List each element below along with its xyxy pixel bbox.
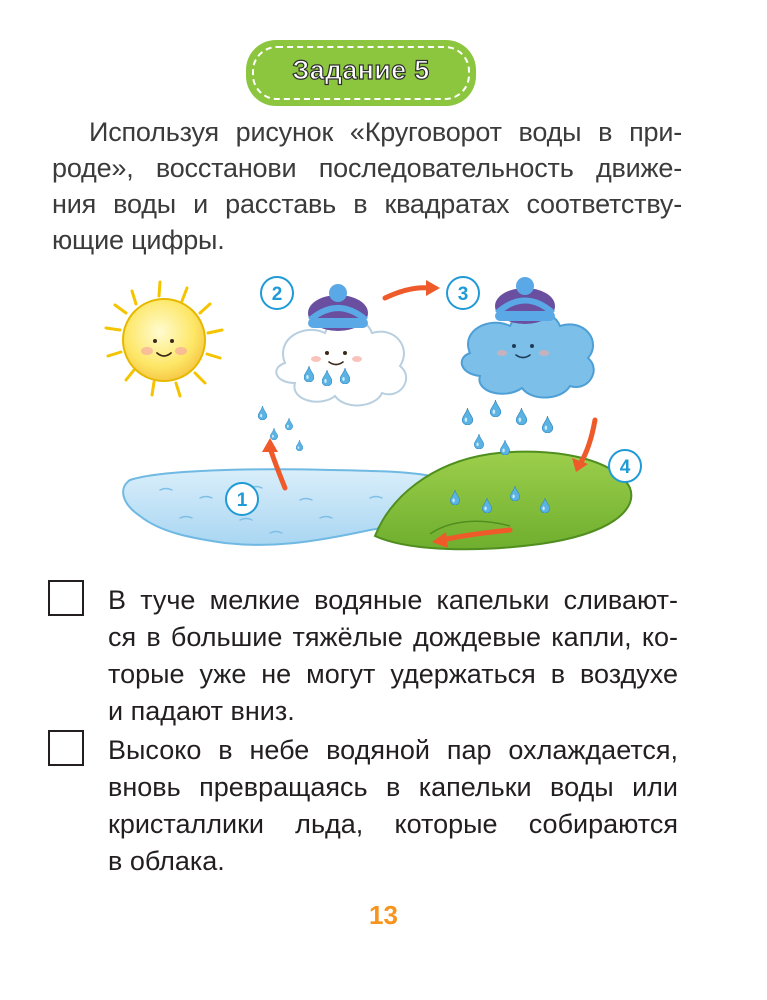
item-line: ся в большие тяжёлые дождевые капли, ко- [108, 622, 678, 652]
task-title: Задание 5 [292, 55, 430, 85]
water-cycle-illustration [70, 258, 670, 558]
item-text-1 [108, 582, 678, 730]
item-line: в облака. [108, 846, 225, 876]
step-marker-label: 2 [271, 284, 283, 305]
green-hill-icon [375, 452, 631, 550]
item-line: В туче мелкие водяные капельки сливают- [108, 585, 678, 615]
instruction-text [52, 114, 682, 258]
item-line: Высоко в небе водяной пар охлаждается, [108, 735, 678, 765]
step-marker-4 [609, 450, 641, 482]
answer-checkbox-1[interactable] [48, 580, 84, 616]
rain-cloud-with-hat-icon [462, 277, 594, 398]
step-marker-label: 1 [236, 490, 248, 511]
answer-checkbox-2[interactable] [48, 730, 84, 766]
task-badge [246, 40, 476, 106]
item-line: кристаллики льда, которые собираются [108, 809, 678, 839]
item-line: и падают вниз. [108, 696, 295, 726]
item-line: торые уже не могут удержаться в воздухе [108, 659, 678, 689]
sun-icon [106, 282, 222, 396]
instruction-line: ющие цифры. [52, 225, 225, 255]
instruction-line: Используя рисунок «Круговорот воды в при- [89, 117, 682, 147]
step-marker-1 [226, 483, 258, 515]
step-marker-label: 4 [619, 457, 631, 478]
item-text-2 [108, 732, 678, 880]
instruction-line: ния воды и расставь в квадратах соответству- [52, 189, 682, 219]
step-marker-2 [261, 277, 293, 309]
page-number: 13 [369, 900, 398, 930]
step-marker-3 [447, 277, 479, 309]
step-marker-label: 3 [457, 284, 469, 305]
instruction-line: роде», восстанови последовательность движе- [52, 153, 682, 183]
cloud-with-hat-icon [276, 284, 406, 405]
item-line: вновь превращаясь в капельки воды или [108, 772, 678, 802]
